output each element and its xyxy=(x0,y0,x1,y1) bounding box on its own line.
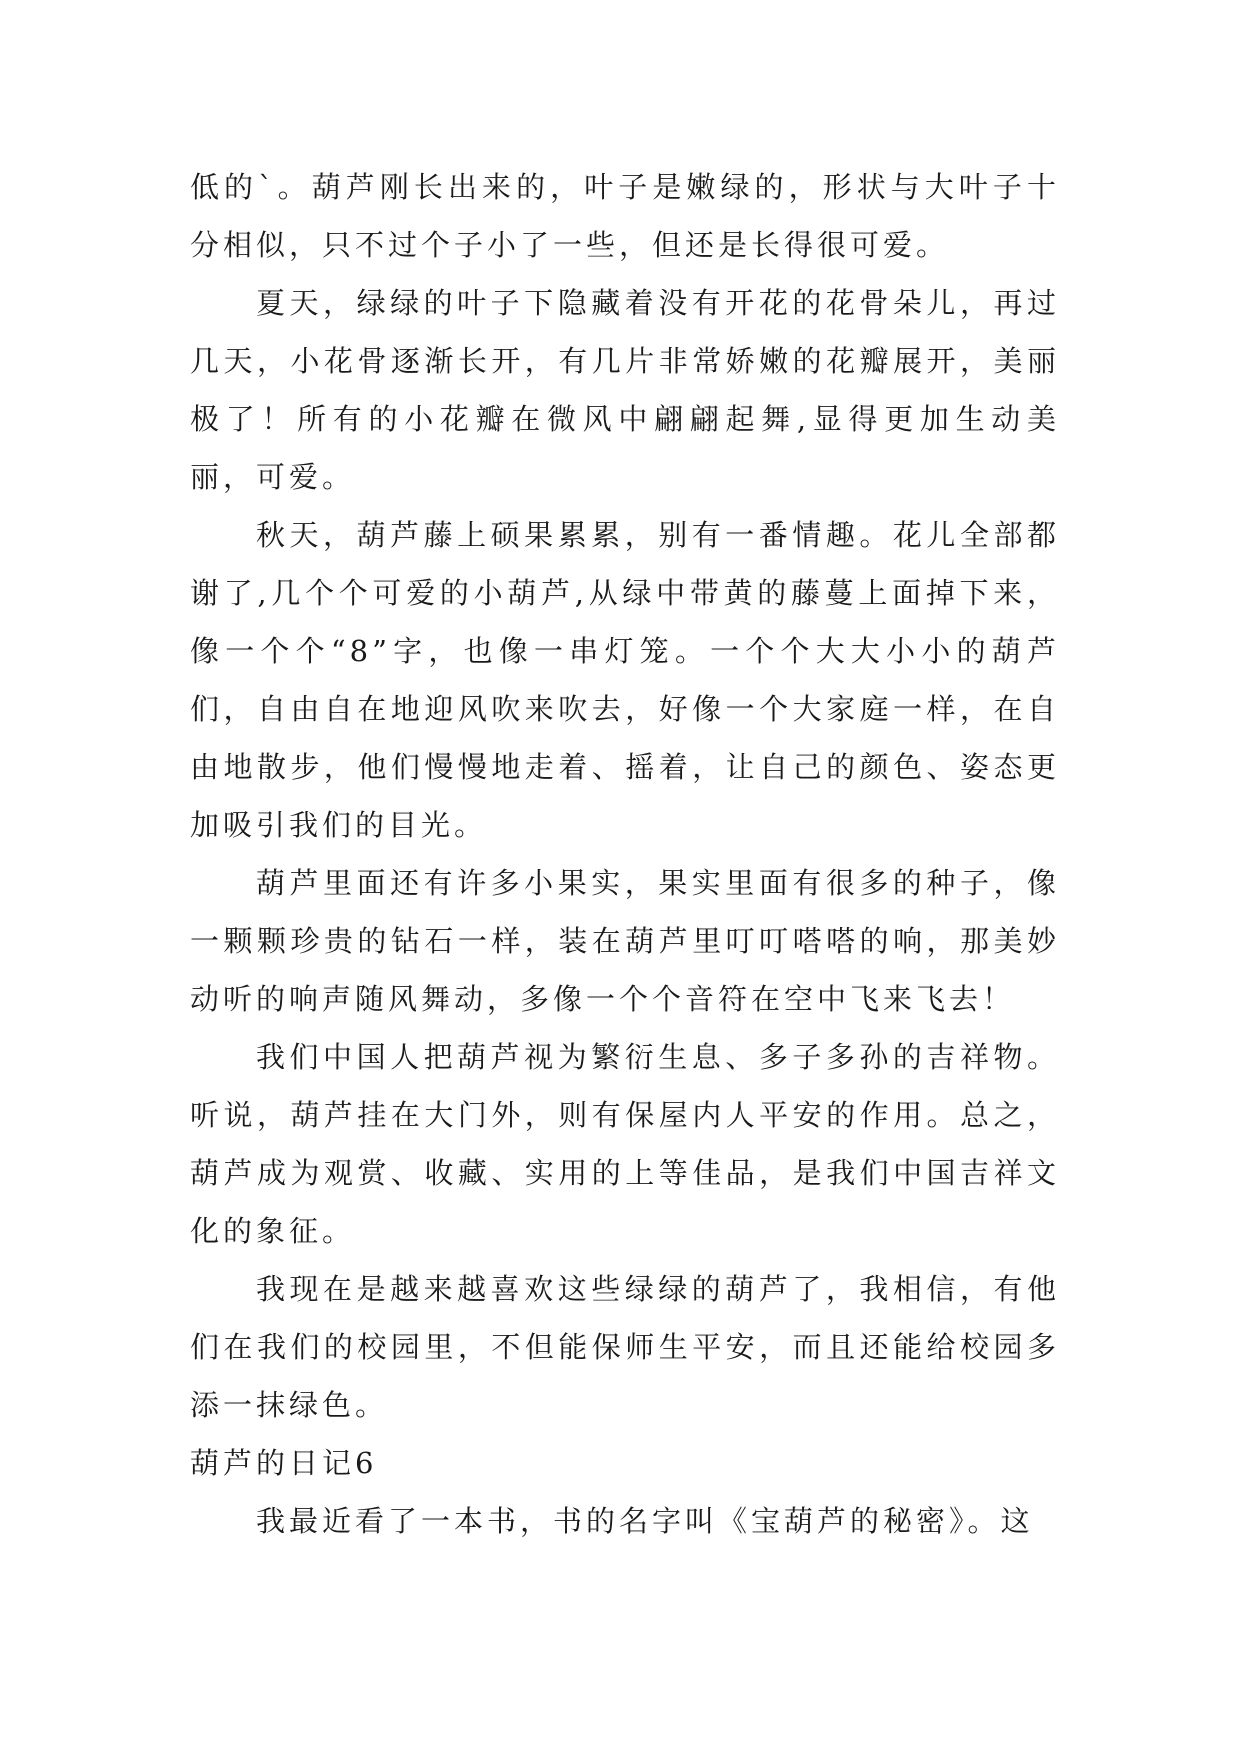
document-body xyxy=(190,158,1060,1550)
paragraph-next-section: 我最近看了一本书，书的名字叫《宝葫芦的秘密》。这 xyxy=(256,1504,1034,1538)
paragraph-1: 低的`。葫芦刚长出来的，叶子是嫩绿的，形状与大叶子十分相似，只不过个子小了一些，但还是长得很可爱。 xyxy=(190,170,1060,262)
paragraph-culture: 我们中国人把葫芦视为繁衍生息、多子多孙的吉祥物。听说，葫芦挂在大门外，则有保屋内人平安的作用。总之，葫芦成为观赏、收藏、实用的上等佳品，是我们中国吉祥文化的象征。 xyxy=(190,1040,1060,1248)
paragraph-conclusion: 我现在是越来越喜欢这些绿绿的葫芦了，我相信，有他们在我们的校园里，不但能保师生平安，而且还能给校园多添一抹绿色。 xyxy=(190,1272,1060,1422)
paragraph-autumn: 秋天，葫芦藤上硕果累累，别有一番情趣。花儿全部都谢了,几个个可爱的小葫芦,从绿中带黄的藤蔓上面掉下来，像一个个“8”字，也像一串灯笼。一个个大大小小的葫芦们，自由自在地迎风吹来吹去，好像一个大家庭一样，在自由地散步，他们慢慢地走着、摇着，让自己的颜色、姿态更加吸引我们的目光。 xyxy=(190,518,1060,842)
paragraph-seeds: 葫芦里面还有许多小果实，果实里面有很多的种子，像一颗颗珍贵的钻石一样，装在葫芦里叮叮嗒嗒的响，那美妙动听的响声随风舞动，多像一个个音符在空中飞来飞去！ xyxy=(190,866,1060,1016)
paragraph-summer: 夏天，绿绿的叶子下隐藏着没有开花的花骨朵儿，再过几天，小花骨逐渐长开，有几片非常娇嫩的花瓣展开，美丽极了！所有的小花瓣在微风中翩翩起舞,显得更加生动美丽，可爱。 xyxy=(190,286,1060,494)
section-heading: 葫芦的日记6 xyxy=(190,1446,378,1480)
